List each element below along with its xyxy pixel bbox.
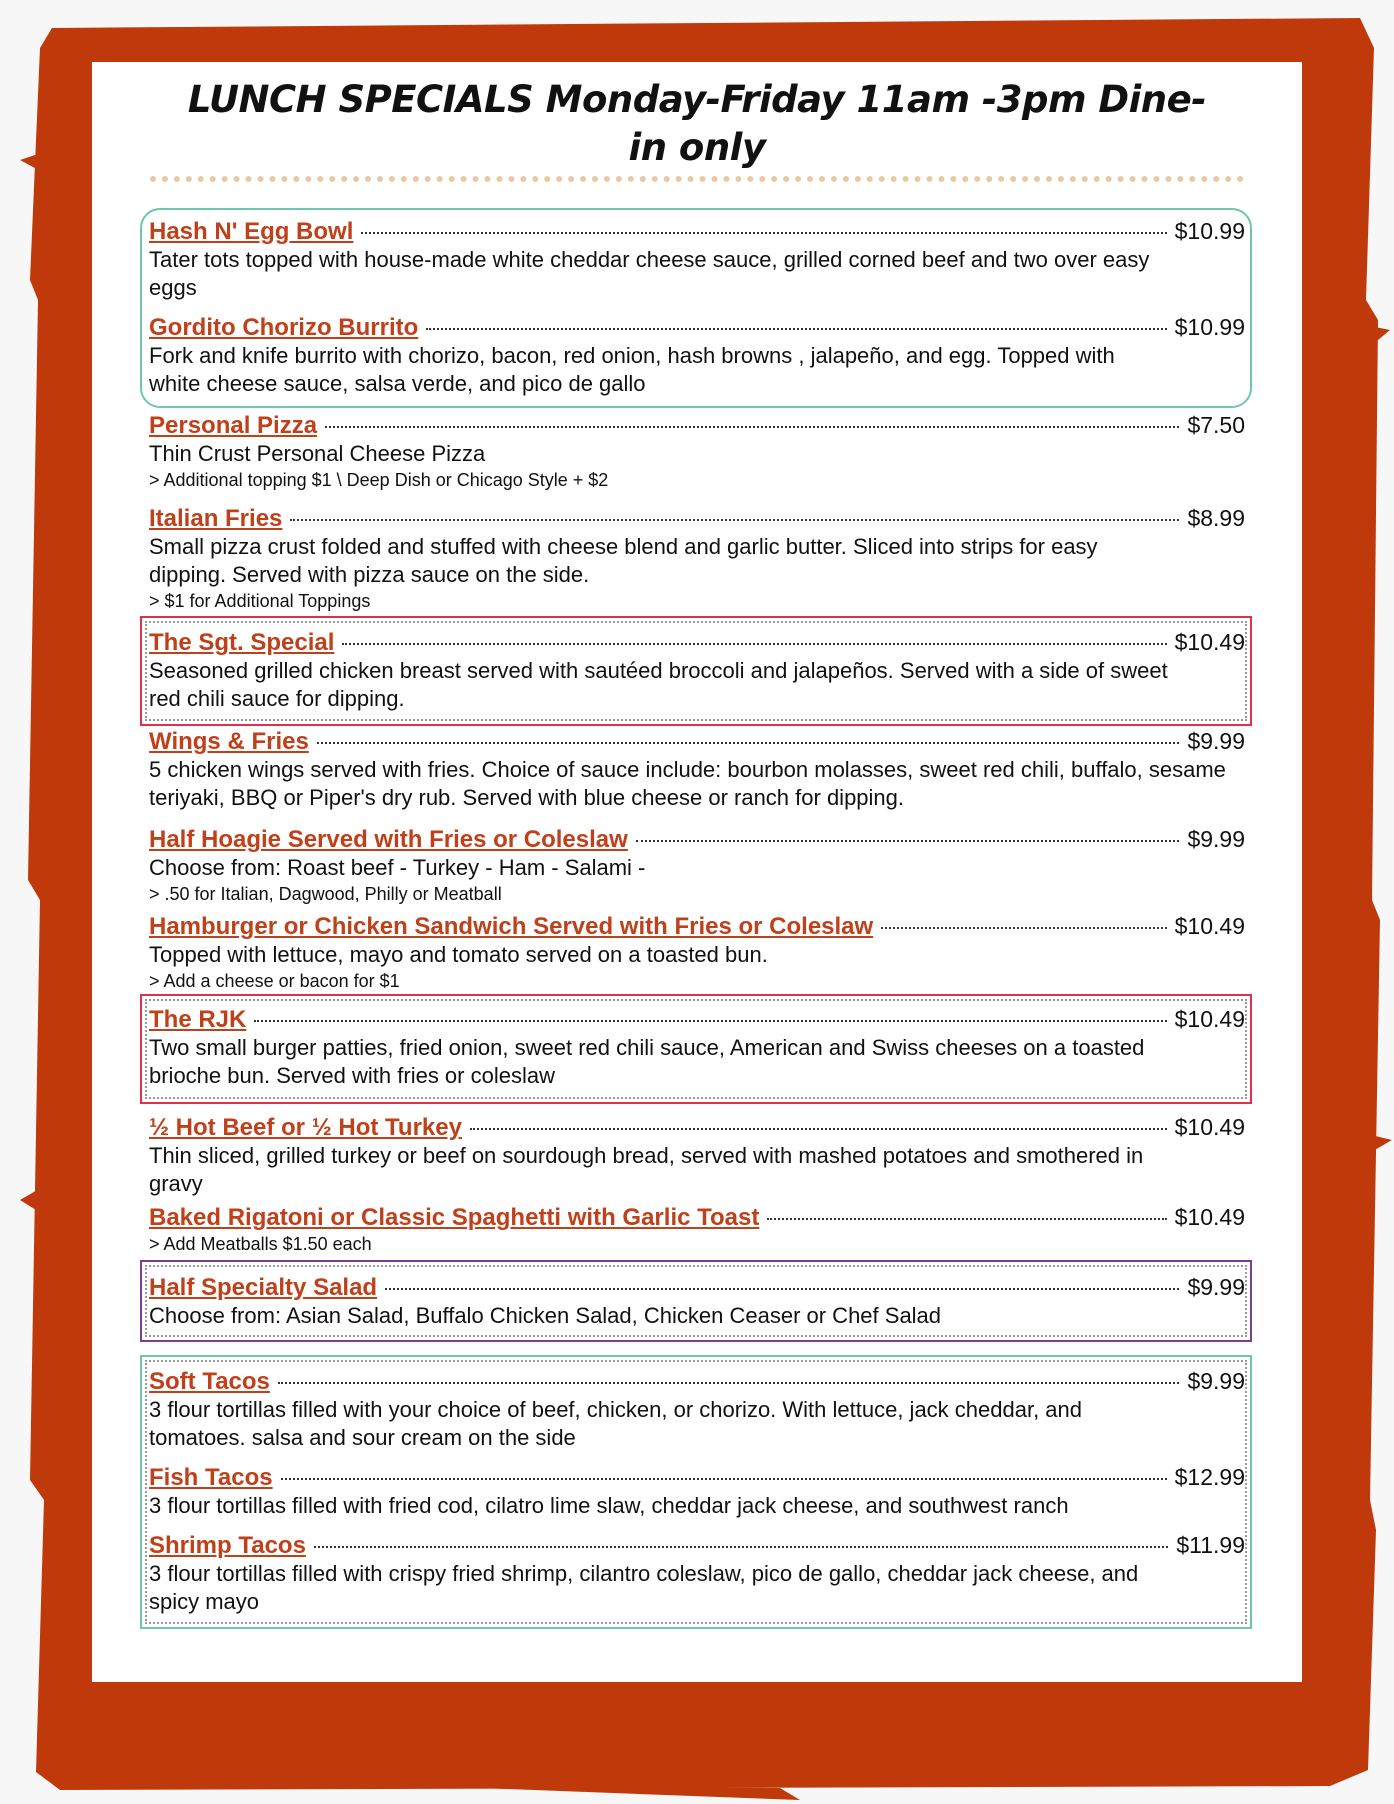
item-name[interactable]: Baked Rigatoni or Classic Spaghetti with Garlic Toast [149, 1204, 760, 1231]
item-price: $10.49 [1174, 629, 1245, 655]
menu-item [149, 824, 1245, 906]
item-name[interactable]: Half Specialty Salad [149, 1274, 378, 1301]
item-price: $10.49 [1174, 1204, 1245, 1230]
menu-item [149, 410, 1245, 492]
item-description: Small pizza crust folded and stuffed with cheese blend and garlic butter. Sliced into strips for easy dipping. Served with pizza sauce on the side. [149, 534, 1098, 587]
item-price: $10.49 [1174, 1006, 1245, 1032]
title-divider [150, 176, 1244, 182]
item-name[interactable]: Soft Tacos [149, 1368, 270, 1395]
item-price: $10.99 [1174, 218, 1245, 244]
dot-leader [361, 232, 1166, 234]
item-name[interactable]: Gordito Chorizo Burrito [149, 314, 419, 341]
item-description: 3 flour tortillas filled with fried cod, cilatro lime slaw, cheddar jack cheese, and southwest ranch [149, 1493, 1069, 1518]
item-price: $10.49 [1174, 913, 1245, 939]
item-description: Two small burger patties, fried onion, sweet red chili sauce, American and Swiss cheeses on a toasted brioche bun. Served with fries or coleslaw [149, 1035, 1145, 1088]
menu-item [149, 726, 1245, 812]
page-title: LUNCH SPECIALS Monday-Friday 11am -3pm Dine-in only [187, 78, 1207, 169]
item-price: $9.99 [1187, 1274, 1245, 1300]
dot-leader [470, 1128, 1167, 1130]
menu-item [149, 1462, 1245, 1520]
menu-item [149, 911, 1245, 993]
dot-leader [881, 927, 1166, 929]
item-description: Thin sliced, grilled turkey or beef on sourdough bread, served with mashed potatoes and smothered in gravy [149, 1143, 1144, 1196]
item-description: Topped with lettuce, mayo and tomato served on a toasted bun. [149, 942, 768, 967]
menu-item [149, 503, 1245, 613]
dot-leader [342, 643, 1166, 645]
item-name[interactable]: ½ Hot Beef or ½ Hot Turkey [149, 1114, 462, 1141]
menu-item [149, 216, 1245, 302]
menu-item [149, 627, 1245, 713]
menu-item [149, 312, 1245, 398]
dot-leader [281, 1478, 1167, 1480]
item-note: > Additional topping $1 \ Deep Dish or Chicago Style + $2 [149, 470, 609, 490]
item-name[interactable]: The Sgt. Special [149, 629, 335, 656]
menu-item [149, 1530, 1245, 1616]
dot-leader [254, 1020, 1166, 1022]
item-name[interactable]: Half Hoagie Served with Fries or Coleslaw [149, 826, 628, 853]
item-name[interactable]: Wings & Fries [149, 728, 309, 755]
item-price: $9.99 [1187, 728, 1245, 754]
menu-item [149, 1272, 1245, 1330]
dot-leader [325, 426, 1179, 428]
item-name[interactable]: Personal Pizza [149, 412, 318, 439]
dot-leader [314, 1546, 1168, 1548]
item-name[interactable]: Shrimp Tacos [149, 1532, 306, 1559]
item-name[interactable]: Fish Tacos [149, 1464, 273, 1491]
item-description: 3 flour tortillas filled with your choice of beef, chicken, or chorizo. With lettuce, jack cheddar, and tomatoes. salsa and sour cream on the side [149, 1397, 1083, 1450]
item-name[interactable]: Italian Fries [149, 505, 283, 532]
item-note: > .50 for Italian, Dagwood, Philly or Meatball [149, 884, 502, 904]
item-price: $10.99 [1174, 314, 1245, 340]
item-description: Thin Crust Personal Cheese Pizza [149, 441, 486, 466]
menu-item [149, 1366, 1245, 1452]
item-price: $9.99 [1187, 1368, 1245, 1394]
dot-leader [278, 1382, 1180, 1384]
item-description: Choose from: Asian Salad, Buffalo Chicken Salad, Chicken Ceaser or Chef Salad [149, 1303, 942, 1328]
item-name[interactable]: Hamburger or Chicken Sandwich Served with Fries or Coleslaw [149, 913, 874, 940]
item-description: Fork and knife burrito with chorizo, bacon, red onion, hash browns , jalapeño, and egg. Topped with white cheese sauce, salsa verde, and pico de gallo [149, 343, 1115, 396]
item-note: > Add Meatballs $1.50 each [149, 1234, 372, 1254]
item-price: $12.99 [1174, 1464, 1245, 1490]
item-price: $7.50 [1187, 412, 1245, 438]
item-description: 5 chicken wings served with fries. Choice of sauce include: bourbon molasses, sweet red chili, buffalo, sesame teriyaki, BBQ or Piper's dry rub. Served with blue cheese or ranch for dipping. [149, 757, 1226, 810]
menu-item [149, 1112, 1245, 1198]
dot-leader [767, 1218, 1166, 1220]
dot-leader [290, 519, 1179, 521]
item-price: $8.99 [1187, 505, 1245, 531]
item-price: $10.49 [1174, 1114, 1245, 1140]
item-name[interactable]: Hash N' Egg Bowl [149, 218, 354, 245]
item-price: $11.99 [1176, 1532, 1245, 1558]
menu-item [149, 1202, 1245, 1256]
dot-leader [317, 742, 1180, 744]
dot-leader [636, 840, 1180, 842]
item-price: $9.99 [1187, 826, 1245, 852]
dot-leader [426, 328, 1166, 330]
item-description: Choose from: Roast beef - Turkey - Ham - Salami - [149, 855, 646, 880]
dot-leader [385, 1288, 1179, 1290]
item-name[interactable]: The RJK [149, 1006, 247, 1033]
item-description: Tater tots topped with house-made white cheddar cheese sauce, grilled corned beef and two over easy eggs [149, 247, 1150, 300]
menu-item [149, 1004, 1245, 1090]
item-description: 3 flour tortillas filled with crispy fried shrimp, cilantro coleslaw, pico de gallo, cheddar jack cheese, and spicy mayo [149, 1561, 1139, 1614]
item-note: > Add a cheese or bacon for $1 [149, 971, 400, 991]
item-note: > $1 for Additional Toppings [149, 591, 371, 611]
item-description: Seasoned grilled chicken breast served with sautéed broccoli and jalapeños. Served with a side of sweet red chili sauce for dipping. [149, 658, 1168, 711]
